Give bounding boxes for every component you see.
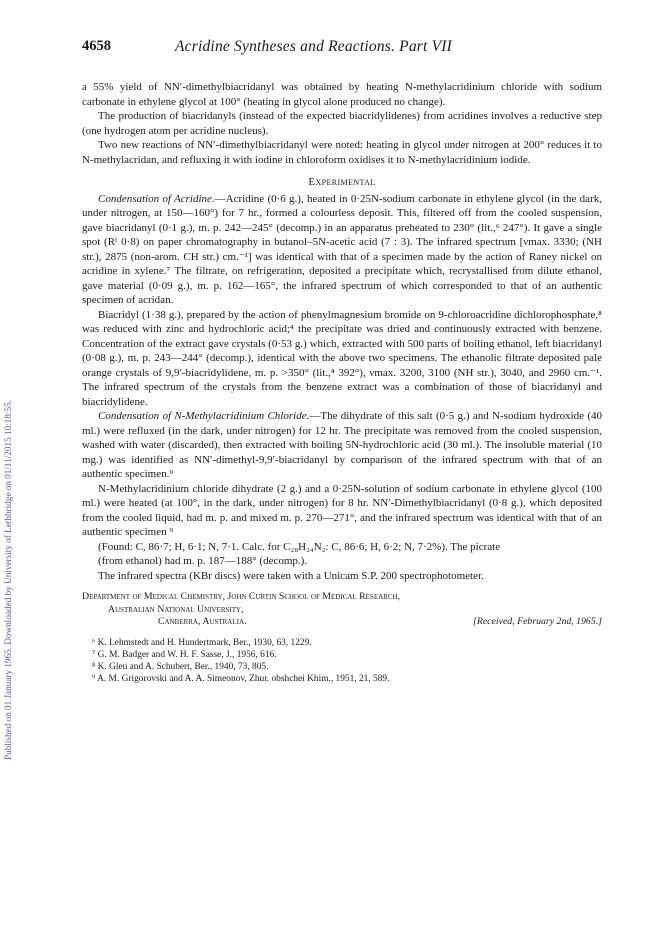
reference-item: ⁸ K. Gleu and A. Schubert, Ber., 1940, 73, 805.	[92, 661, 269, 672]
received-date: [Received, February 2nd, 1965.]	[473, 616, 602, 627]
paragraph-4-line-1: N-Methylacridinium chloride dihydrate (2 g.) and a 0·25N-solution of sodium carbonate in ethylene glycol (100 ml.) were heated (at 100°, in the dark, under nitrogen) for 8 hr. NN′-Dimethylbiacridanyl (0·8 g.), which deposited from the cooled liquid, had m. p. and mixed m. p. 270—271°, and the infrared spectrum was identical with that of an authentic specimen ⁹	[82, 482, 602, 538]
page-header	[82, 38, 602, 58]
running-title: Acridine Syntheses and Reactions. Part VII	[175, 38, 453, 55]
reference-item: ⁶ K. Lehmstedt and H. Hundertmark, Ber., 1930, 63, 1229.	[92, 637, 312, 648]
paragraph-4-line-2: (Found: C, 86·7; H, 6·1; N, 7·1. Calc. for C₂₈H₂₄N₂: C, 86·6; H, 6·2; N, 7·2%). The picrate	[98, 540, 501, 553]
experimental-paragraph-1	[82, 192, 602, 308]
body-paragraph-3: Two new reactions of NN′-dimethylbiacridanyl were noted: heating in glycol under nitrogen at 200° reduces it to N-methylacridan, and refluxing it with iodine in chloroform oxidises it to N-methylacridinium iodide.	[82, 139, 602, 166]
paragraph-1-text: —Acridine (0·6 g.), heated in 0·25N-sodium carbonate in ethylene glycol (in the dark, under nitrogen, at 150—160°) for 7 hr., formed a colourless deposit. This, filtered off from the cooled suspension, gave biacridanyl (0·1 g.), m. p. 242—245° (decomp.) in an apparatus preheated to 230° (lit.,⁶ 247°). It gave a single spot (Rᶠ 0·8) on paper chromatography in butanol–5N-acetic acid (7 : 3). The infrared spectrum [νmax. 3330; (NH str.), 2875 (non-arom. CH str.) cm.⁻¹] was identical with that of a specimen made by the action of Raney nickel on acridine in xylene.⁷ The filtrate, on refrigeration, deposited a precipitate which, recrystallised from dilute ethanol, gave material (0·09 g.), m. p. 162—165°, the infrared spectrum of which corresponded to that of an authentic specimen of acridan.	[82, 192, 602, 306]
experimental-paragraph-3	[82, 409, 602, 482]
publication-stamp: Published on 01 January 1965. Downloaded by University of Lethbridge on 01/11/2015 10:18:55.	[3, 400, 13, 760]
references-list	[82, 637, 602, 685]
address-line-2: Australian National University,	[108, 603, 244, 615]
page-content	[82, 80, 602, 685]
page-number: 4658	[82, 38, 111, 54]
paragraph-3-text: —The dihydrate of this salt (0·5 g.) and N-sodium hydroxide (40 ml.) were refluxed (in the dark, under nitrogen) for 12 hr. The precipitate was removed from the cooled suspension, washed with water (discarded), then extracted with boiling 5N-hydrochloric acid (30 ml.). The insoluble material (10 mg.) was identified as NN′-dimethyl-9,9′-biacridanyl by comparison of the infrared spectrum with that of an authentic specimen.⁹	[82, 410, 602, 480]
paragraph-4-line-3: (from ethanol) had m. p. 187—188° (decomp.).	[98, 555, 308, 567]
experimental-paragraph-5: The infrared spectra (KBr discs) were taken with a Unicam S.P. 200 spectrophotometer.	[98, 569, 484, 582]
author-address	[82, 591, 602, 629]
experimental-paragraph-2: Biacridyl (1·38 g.), prepared by the action of phenylmagnesium bromide on 9-chloroacridine dichlorophosphate,⁸ was reduced with zinc and hydrochloric acid;⁴ the precipitate was dried and continuously extracted with benzene. Concentration of the extract gave crystals (0·53 g.) which, extracted with 500 parts of boiling ethanol, left biacridanyl (0·08 g.), m. p. 243—244° (decomp.), identical with the above two specimens. The ethanolic filtrate deposited pale orange crystals of 9,9′-biacridylidene, m. p. >350° (lit.,⁴ 392°), νmax. 3200, 3100 (NH str.), 3040, and 2960 cm.⁻¹. The infrared spectrum of the crystals from the benzene extract was a combination of those of biacridanyl and biacridylidene.	[82, 308, 602, 408]
paragraph-1-title: Condensation of Acridine.	[98, 192, 215, 205]
body-paragraph-1: a 55% yield of NN′-dimethylbiacridanyl was obtained by heating N-methylacridinium chloride with sodium carbonate in ethylene glycol at 100° (heating in glycol alone produced no change).	[82, 81, 602, 108]
reference-item: ⁹ A. M. Grigorovski and A. A. Simeonov, Zhur. obshchei Khim., 1951, 21, 589.	[92, 673, 390, 684]
paragraph-3-title: Condensation of N-Methylacridinium Chloride.	[98, 410, 310, 422]
experimental-heading: Experimental	[308, 176, 376, 188]
address-city: Canberra, Australia.	[158, 616, 247, 627]
reference-item: ⁷ G. M. Badger and W. H. F. Sasse, J., 1956, 616.	[92, 649, 277, 660]
address-line-1: Department of Medical Chemistry, John Curtin School of Medical Research,	[82, 591, 400, 602]
body-paragraph-2: The production of biacridanyls (instead of the expected biacridylidenes) from acridines involves a reductive step (one hydrogen atom per acridine nucleus).	[82, 110, 602, 137]
address-line-3	[82, 616, 602, 629]
experimental-paragraph-4	[82, 482, 602, 569]
